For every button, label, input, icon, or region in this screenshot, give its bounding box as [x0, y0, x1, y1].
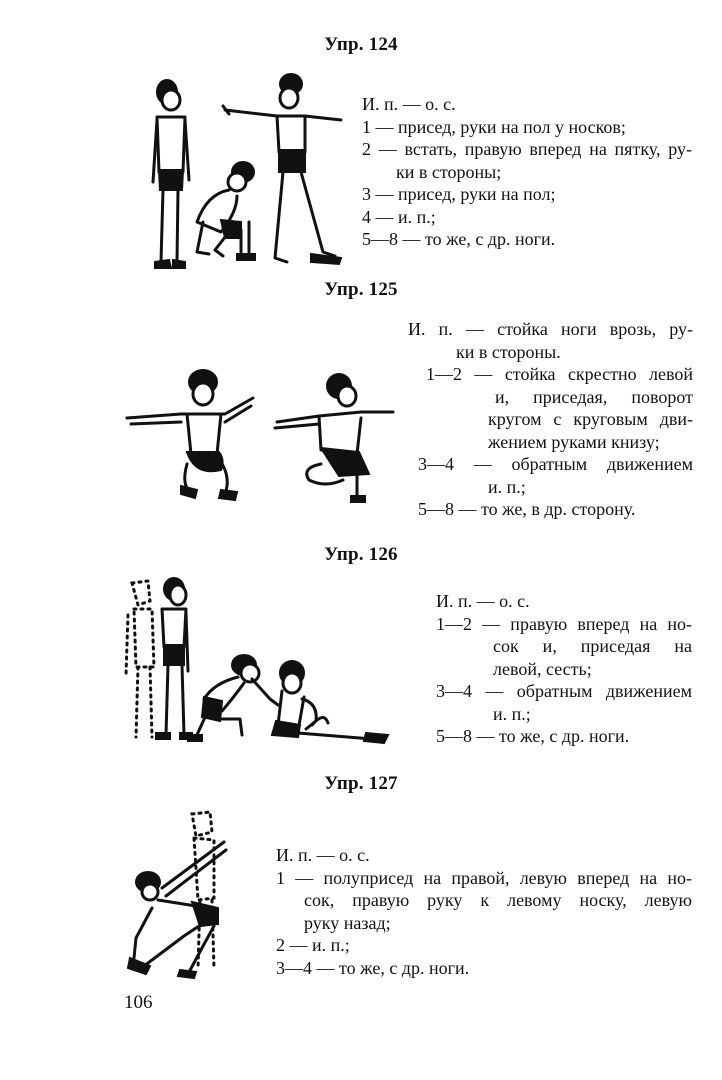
- exercise-127-text: [276, 844, 692, 979]
- exercise-127-line: 1 — полуприсед на правой, левую вперед на но-: [276, 867, 692, 888]
- exercise-125-line: и. п.;: [488, 476, 526, 497]
- exercise-125-line: кругом с круговым дви-: [488, 409, 693, 429]
- exercise-124-text: [362, 93, 692, 251]
- exercise-124-line: 5—8 — то же, с др. ноги.: [362, 229, 556, 249]
- exercise-126-line: и. п.;: [493, 703, 531, 724]
- exercise-124-line: 3 — присед, руки на пол;: [362, 184, 556, 204]
- exercise-126-line: левой, сесть;: [493, 658, 592, 679]
- exercise-124-illustration: [145, 72, 350, 277]
- exercise-127-line: 3—4 — то же, с др. ноги.: [276, 957, 470, 978]
- exercise-126-line: сок и, приседая на: [493, 636, 692, 656]
- exercise-125-line: 1—2 — стойка скрестно левой: [426, 364, 693, 384]
- exercise-125-text: [408, 318, 693, 521]
- exercise-125-title: Упр. 125: [324, 279, 398, 300]
- exercise-125-line: 5—8 — то же, в др. сторону.: [418, 499, 636, 519]
- exercise-125-line: жением руками книзу;: [488, 431, 660, 452]
- exercise-127-line: сок, правую руку к левому носку, левую: [304, 890, 692, 910]
- exercise-124-title: Упр. 124: [324, 34, 398, 55]
- exercise-124-line: 2 — встать, правую вперед на пятку, ру-: [362, 139, 692, 159]
- exercise-126-illustration: [122, 575, 402, 745]
- exercise-126-line: И. п. — о. с.: [436, 591, 530, 611]
- exercise-125-line: 3—4 — обратным движением: [418, 454, 693, 474]
- exercise-127-title: Упр. 127: [324, 773, 398, 794]
- exercise-126-text: [436, 590, 692, 748]
- exercise-125-illustration: [125, 368, 395, 508]
- exercise-126-line: 1—2 — правую вперед на но-: [436, 613, 692, 634]
- exercise-127-line: руку назад;: [304, 912, 391, 933]
- exercise-124-line: 4 — и. п.;: [362, 206, 436, 227]
- exercise-126-line: 3—4 — обратным движением: [436, 681, 692, 701]
- exercise-126-title: Упр. 126: [324, 544, 398, 565]
- page-number: 106: [124, 992, 153, 1013]
- exercise-125-line: И. п. — стойка ноги врозь, ру-: [408, 319, 693, 339]
- exercise-124-line: И. п. — о. с.: [362, 94, 456, 114]
- exercise-127-illustration: [122, 808, 242, 983]
- exercise-124-line: 1 — присед, руки на пол у носков;: [362, 116, 626, 137]
- exercise-124-line: ки в стороны;: [396, 161, 502, 182]
- exercise-127-line: И. п. — о. с.: [276, 845, 370, 865]
- exercise-125-line: ки в стороны.: [456, 341, 561, 362]
- exercise-126-line: 5—8 — то же, с др. ноги.: [436, 726, 630, 746]
- exercise-125-line: и, приседая, поворот: [495, 386, 693, 407]
- exercise-127-line: 2 — и. п.;: [276, 935, 350, 955]
